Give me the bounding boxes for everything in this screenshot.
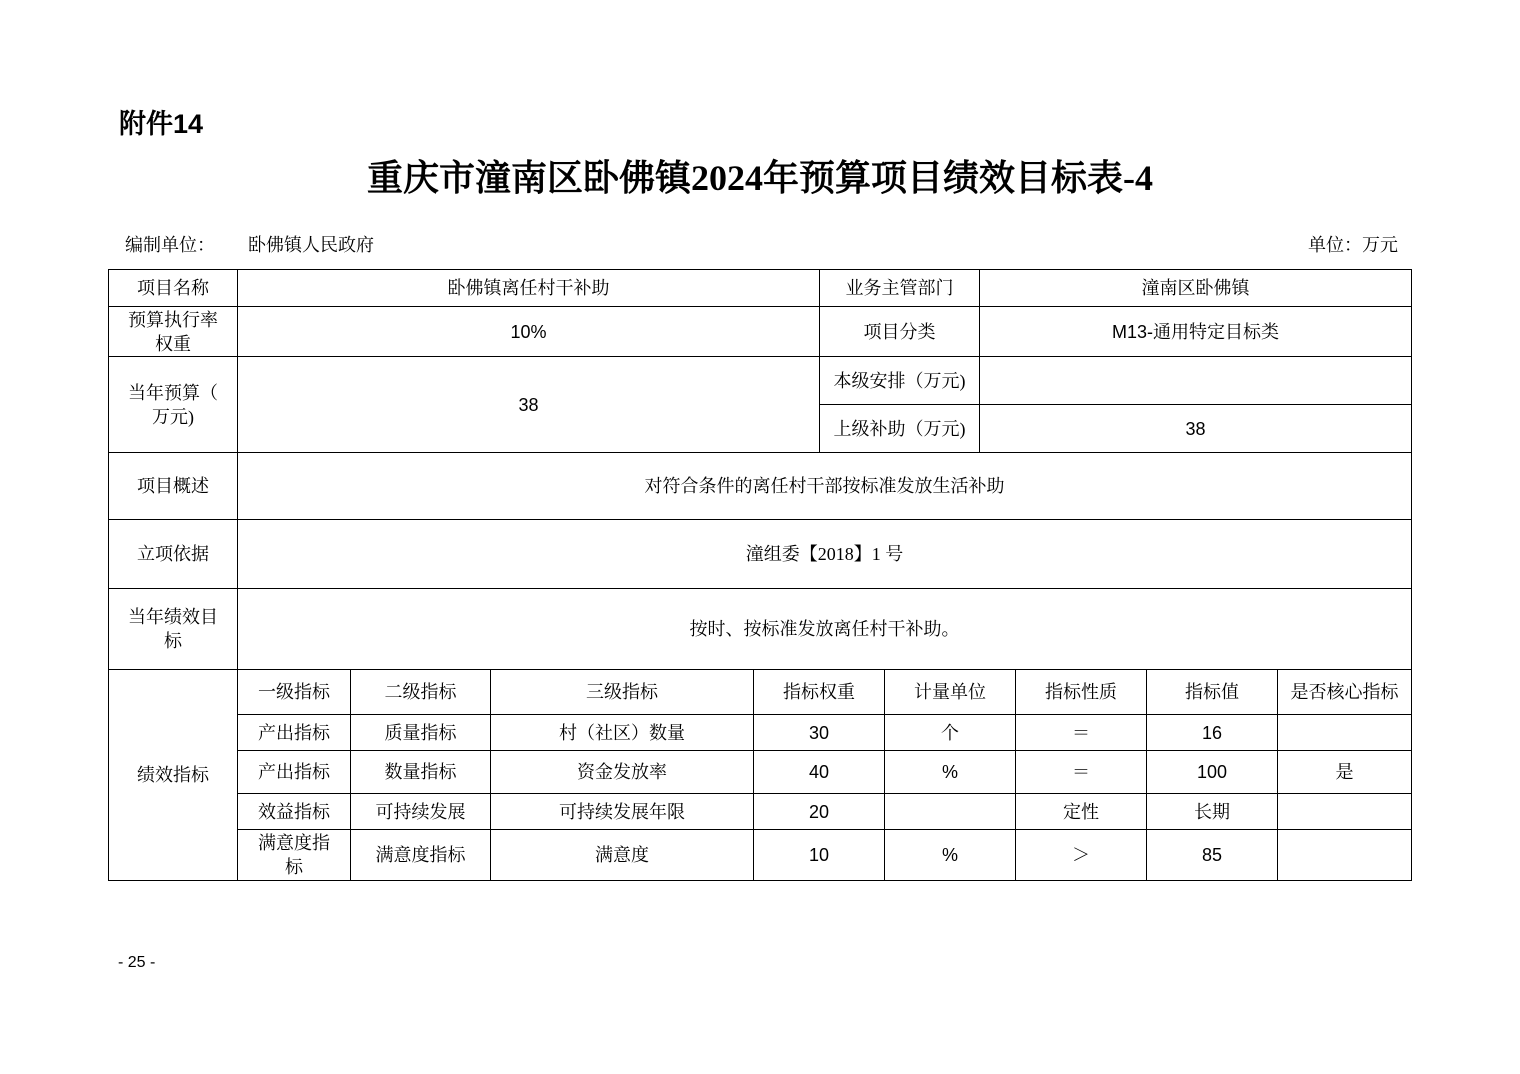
indicator-row-4-level2: 满意度指标 bbox=[351, 830, 490, 880]
indicator-row-3-level2: 可持续发展 bbox=[351, 794, 490, 829]
exec-weight-label-line-2: 权重 bbox=[155, 333, 191, 354]
budget-value: 38 bbox=[238, 357, 819, 452]
indicator-row-1-unit: 个 bbox=[885, 715, 1015, 750]
goal-label-line-2: 标 bbox=[164, 631, 182, 651]
unit-label: 单位：万元 bbox=[1308, 235, 1398, 255]
indicator-row-3-value: 长期 bbox=[1147, 794, 1277, 829]
indicator-row-2-value: 100 bbox=[1147, 751, 1277, 793]
indicator-row-4-core bbox=[1278, 830, 1411, 880]
indicators-section-label: 绩效指标 bbox=[109, 670, 237, 880]
local-funding-label: 本级安排（万元) bbox=[820, 357, 979, 404]
indicator-row-1-weight: 30 bbox=[754, 715, 884, 750]
indicator-row-4-nature: ＞ bbox=[1016, 830, 1146, 880]
indicator-row-4-level1-line-2: 标 bbox=[285, 857, 303, 877]
indicator-row-2-weight: 40 bbox=[754, 751, 884, 793]
indicator-row-4-level3: 满意度 bbox=[491, 830, 753, 880]
indicator-row-4-level1 bbox=[238, 830, 350, 880]
col-header-weight: 指标权重 bbox=[754, 670, 884, 714]
superior-funding-label: 上级补助（万元) bbox=[820, 405, 979, 452]
dept-label: 业务主管部门 bbox=[820, 270, 979, 306]
indicator-row-3-nature: 定性 bbox=[1016, 794, 1146, 829]
indicators-table bbox=[108, 670, 1412, 881]
budget-label bbox=[109, 357, 237, 452]
indicator-row-3-level3: 可持续发展年限 bbox=[491, 794, 753, 829]
col-header-core: 是否核心指标 bbox=[1278, 670, 1411, 714]
page-number: - 25 - bbox=[118, 954, 156, 971]
indicator-row-1-level2: 质量指标 bbox=[351, 715, 490, 750]
project-name-value: 卧佛镇离任村干补助 bbox=[238, 270, 819, 306]
budget-label-line-2: 万元) bbox=[152, 406, 194, 427]
indicator-row-4-weight: 10 bbox=[754, 830, 884, 880]
indicator-row-1-level1-line-1: 产出指标 bbox=[258, 722, 330, 743]
col-header-level2: 二级指标 bbox=[351, 670, 490, 714]
project-name-label: 项目名称 bbox=[109, 270, 237, 306]
local-funding-value bbox=[980, 357, 1411, 404]
indicator-row-1-level3: 村（社区）数量 bbox=[491, 715, 753, 750]
indicator-row-3-unit bbox=[885, 794, 1015, 829]
indicator-row-2-level3: 资金发放率 bbox=[491, 751, 753, 793]
indicator-row-3-core bbox=[1278, 794, 1411, 829]
indicator-row-3-weight: 20 bbox=[754, 794, 884, 829]
basis-value: 潼组委【2018】1 号 bbox=[238, 520, 1411, 588]
superior-funding-value: 38 bbox=[980, 405, 1411, 452]
summary-table bbox=[108, 269, 1412, 670]
col-header-unit: 计量单位 bbox=[885, 670, 1015, 714]
indicator-row-4-level1-line-1: 满意度指 bbox=[258, 833, 330, 853]
indicator-row-2-level2: 数量指标 bbox=[351, 751, 490, 793]
goal-value: 按时、按标准发放离任村干补助。 bbox=[238, 589, 1411, 669]
indicator-row-2-unit: % bbox=[885, 751, 1015, 793]
org-label: 编制单位： bbox=[125, 235, 215, 255]
indicator-row-2-core: 是 bbox=[1278, 751, 1411, 793]
indicator-row-4-unit: % bbox=[885, 830, 1015, 880]
exec-weight-value: 10% bbox=[238, 307, 819, 356]
indicator-row-1-value: 16 bbox=[1147, 715, 1277, 750]
indicator-row-1-nature: ＝ bbox=[1016, 715, 1146, 750]
indicator-row-4-value: 85 bbox=[1147, 830, 1277, 880]
org-value: 卧佛镇人民政府 bbox=[248, 235, 374, 255]
basis-label: 立项依据 bbox=[109, 520, 237, 588]
indicator-row-2-level1 bbox=[238, 751, 350, 793]
indicator-row-2-level1-line-1: 产出指标 bbox=[258, 762, 330, 782]
indicator-row-1-level1 bbox=[238, 715, 350, 750]
exec-weight-label-line-1: 预算执行率 bbox=[128, 309, 218, 330]
goal-label-line-1: 当年绩效目 bbox=[128, 607, 218, 627]
category-value: M13-通用特定目标类 bbox=[980, 307, 1411, 356]
overview-label: 项目概述 bbox=[109, 453, 237, 519]
indicator-row-2-nature: ＝ bbox=[1016, 751, 1146, 793]
budget-label-line-1: 当年预算（ bbox=[128, 382, 218, 403]
col-header-level3: 三级指标 bbox=[491, 670, 753, 714]
col-header-value: 指标值 bbox=[1147, 670, 1277, 714]
overview-value: 对符合条件的离任村干部按标准发放生活补助 bbox=[238, 453, 1411, 519]
indicator-row-3-level1 bbox=[238, 794, 350, 829]
indicator-row-1-core bbox=[1278, 715, 1411, 750]
exec-weight-label bbox=[109, 307, 237, 356]
goal-label bbox=[109, 589, 237, 669]
category-label: 项目分类 bbox=[820, 307, 979, 356]
indicator-row-3-level1-line-1: 效益指标 bbox=[258, 801, 330, 822]
col-header-nature: 指标性质 bbox=[1016, 670, 1146, 714]
attachment-label: 附件14 bbox=[119, 109, 204, 139]
dept-value: 潼南区卧佛镇 bbox=[980, 270, 1411, 306]
col-header-level1: 一级指标 bbox=[238, 670, 350, 714]
document-title: 重庆市潼南区卧佛镇2024年预算项目绩效目标表-4 bbox=[367, 158, 1153, 198]
